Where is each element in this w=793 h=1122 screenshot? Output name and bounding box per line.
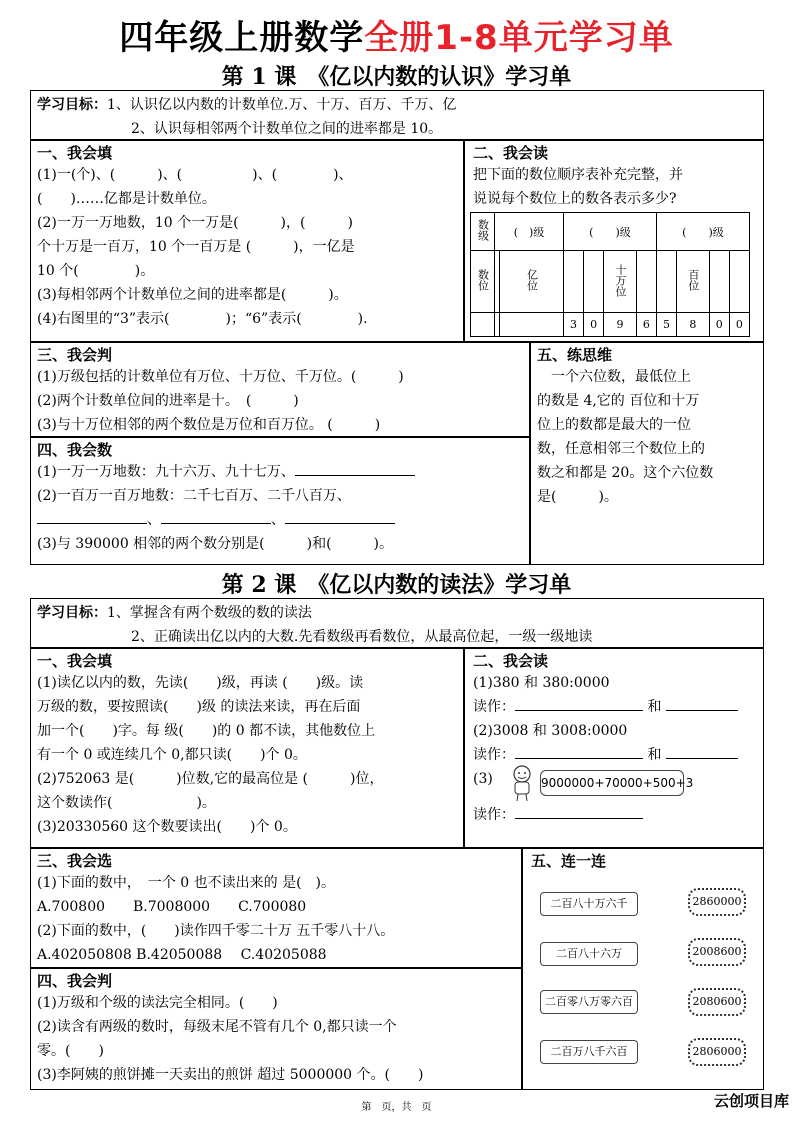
table-row-head: 数级 xyxy=(476,219,490,241)
position-cell[interactable] xyxy=(709,251,729,313)
text-line: 把下面的数位顺序表补充完整，并 xyxy=(473,167,683,183)
digit-cell: 0 xyxy=(584,313,604,337)
text-line: (2)一万一万地数，10 个一万是( )，( ) xyxy=(37,215,353,231)
lesson2-section-judge xyxy=(30,968,522,1090)
connect-left-item[interactable]: 二百八十万六千 xyxy=(540,892,638,916)
text-line: (1)读亿以内的数，先读( )级，再读 ( )级。读 xyxy=(37,675,364,691)
text-line: (4)右图里的“3”表示( )；“6”表示( ). xyxy=(37,311,368,327)
text-line: 说说每个数位上的数各表示多少? xyxy=(473,191,677,207)
position-cell[interactable] xyxy=(563,251,583,313)
answer-blank[interactable] xyxy=(515,743,643,759)
text-line: 是( )。 xyxy=(537,489,618,505)
section-title: 一、我会填 xyxy=(37,144,113,162)
answer-blank[interactable] xyxy=(295,460,415,476)
lesson2-section-choose xyxy=(30,848,522,968)
answer-blank[interactable] xyxy=(666,695,738,711)
section-title: 二、我会读 xyxy=(473,652,549,670)
text-line: (3)20330560 这个数要读出( )个 0。 xyxy=(37,819,297,835)
lesson1-heading: 第 1 课 《亿以内数的认识》学习单 xyxy=(221,64,572,90)
connect-right-item[interactable]: 2860000 xyxy=(688,888,746,916)
text-line: 10 个( )。 xyxy=(37,263,155,279)
digit-cell: 3 xyxy=(563,313,583,337)
section-title: 五、练思维 xyxy=(537,346,613,364)
and-label: 和 xyxy=(647,699,662,715)
text-line: (2)两个计数单位间的进率是十。 ( ) xyxy=(37,393,299,409)
digit-cell: 6 xyxy=(636,313,656,337)
position-cell[interactable] xyxy=(636,251,656,313)
text-line: 万级的数，要按照读( )级 的读法来读，再在后面 xyxy=(37,699,361,715)
lesson2-goal-box xyxy=(30,598,764,648)
lesson2-section-fill xyxy=(30,648,464,848)
lesson1-section-count xyxy=(30,437,530,565)
text-line: 位上的数都是最大的一位 xyxy=(537,417,691,433)
text-line: 加一个( )字。每 级( )的 0 都不读，其他数位上 xyxy=(37,723,376,739)
position-cell[interactable] xyxy=(656,251,676,313)
text-line: (2)一百万一百万地数：二千七百万、二千八百万、 xyxy=(37,488,351,504)
text-line: (3)与十万位相邻的两个数位是万位和百万位。 ( ) xyxy=(37,417,381,433)
lesson1-goal-label: 学习目标： xyxy=(37,97,107,113)
lesson2-heading: 第 2 课 《亿以内数的读法》学习单 xyxy=(221,572,572,598)
connect-right-item[interactable]: 2080600 xyxy=(688,988,746,1016)
text-line: (2)3008 和 3008:0000 xyxy=(473,723,628,739)
page-title xyxy=(0,10,793,59)
title-highlight: 全册1-8单元学习单 xyxy=(364,18,674,58)
separator: 、 xyxy=(271,512,285,528)
text-line: 的数是 4,它的 百位和十万 xyxy=(537,393,700,409)
lesson1-section-judge xyxy=(30,342,530,437)
text-line: (1)万级包括的计数单位有万位、十万位、千万位。( ) xyxy=(37,369,404,385)
lesson2-section-read xyxy=(464,648,764,848)
answer-blank[interactable] xyxy=(515,695,643,711)
digit-cell xyxy=(499,313,563,337)
text-line: (1)一(个)、( )、( )、( )、 xyxy=(37,167,353,183)
connect-left-item[interactable]: 二百八十六万 xyxy=(540,942,638,966)
text-line: 个十万是一百万，10 个一百万是 ( )，一亿是 xyxy=(37,239,355,255)
text-line: A.402050808 B.42050088 C.40205088 xyxy=(37,947,327,963)
expression-bubble: 9000000+70000+500+3 xyxy=(540,770,684,796)
position-cell[interactable]: 十万位 xyxy=(604,251,637,313)
section-title: 四、我会判 xyxy=(37,972,113,990)
digit-cell: 0 xyxy=(709,313,729,337)
digit-cell: 8 xyxy=(677,313,710,337)
position-cell[interactable]: 百位 xyxy=(677,251,710,313)
section-title: 三、我会判 xyxy=(37,346,113,364)
text-line: (1)下面的数中， 一个 0 也不读出来的 是( )。 xyxy=(37,875,336,891)
answer-blank[interactable] xyxy=(515,803,643,819)
section-title: 四、我会数 xyxy=(37,441,113,459)
section-title: 一、我会填 xyxy=(37,652,113,670)
text-line: 一个六位数，最低位上 xyxy=(537,369,691,385)
lesson1-goal-box xyxy=(30,90,764,140)
level-cell[interactable]: ( )级 xyxy=(656,213,749,251)
read-label: 读作： xyxy=(473,699,515,715)
text-line: A.700800 B.7008000 C.700080 xyxy=(37,899,307,915)
level-cell[interactable]: ( )级 xyxy=(563,213,656,251)
text-line: (2)读含有两级的数时，每级末尾不管有几个 0,都只读一个 xyxy=(37,1019,397,1035)
position-cell[interactable] xyxy=(729,251,749,313)
section-title: 五、连一连 xyxy=(531,852,607,870)
kid-figure-icon xyxy=(508,764,536,802)
text-line: 数，任意相邻三个数位上的 xyxy=(537,441,705,457)
text-line: 数之和都是 20。这个六位数 xyxy=(537,465,714,481)
digit-cell: 9 xyxy=(604,313,637,337)
section-title: 三、我会选 xyxy=(37,852,113,870)
position-cell[interactable] xyxy=(584,251,604,313)
text-line: (2)752063 是( )位数,它的最高位是 ( )位， xyxy=(37,771,384,787)
text-line: (1)380 和 380:0000 xyxy=(473,675,610,691)
text-line: 有一个 0 或连续几个 0,都只读( )个 0。 xyxy=(37,747,307,763)
read-label: 读作： xyxy=(473,807,515,823)
and-label: 和 xyxy=(647,747,662,763)
answer-blank[interactable] xyxy=(285,508,395,524)
connect-right-item[interactable]: 2008600 xyxy=(688,938,746,966)
lesson1-section-think xyxy=(530,342,764,565)
text-line: (3)每相邻两个计数单位之间的进率都是( )。 xyxy=(37,287,348,303)
text-line: (1)一万一万地数：九十六万、九十七万、 xyxy=(37,464,295,480)
lesson2-goal-1: 1、掌握含有两个数级的数的读法 xyxy=(107,605,312,621)
lesson2-goal-label: 学习目标： xyxy=(37,605,107,621)
connect-left-item[interactable]: 二百零八万零六百 xyxy=(540,990,638,1014)
lesson1-section-fill xyxy=(30,140,464,342)
connect-left-item[interactable]: 二百万八千六百 xyxy=(540,1040,638,1064)
text-line: 这个数读作( )。 xyxy=(37,795,216,811)
place-value-table xyxy=(470,212,750,337)
text-line: (3) xyxy=(473,771,493,787)
answer-blank[interactable] xyxy=(666,743,738,759)
brand-watermark: 云创项目库 xyxy=(713,1092,789,1110)
text-line: ( )……亿都是计数单位。 xyxy=(37,191,216,207)
lesson1-goal-2: 2、认识每相邻两个计数单位之间的进率都是 10。 xyxy=(131,121,443,137)
digit-cell: 0 xyxy=(729,313,749,337)
answer-blank[interactable] xyxy=(161,508,271,524)
position-cell[interactable]: 亿位 xyxy=(499,251,563,313)
page-footer: 第 页，共 页 xyxy=(361,1102,432,1113)
answer-blank[interactable] xyxy=(37,508,147,524)
digit-cell: 5 xyxy=(656,313,676,337)
title-main: 四年级上册数学 xyxy=(119,18,365,58)
read-label: 读作： xyxy=(473,747,515,763)
text-line: (2)下面的数中，( )读作四千零二十万 五千零八十八。 xyxy=(37,923,395,939)
text-line: (3)与 390000 相邻的两个数分别是( )和( )。 xyxy=(37,536,394,552)
lesson2-goal-2: 2、正确读出亿以内的大数.先看数级再看数位，从最高位起，一级一级地读 xyxy=(131,629,593,645)
text-line: 零。( ) xyxy=(37,1043,104,1059)
level-cell[interactable]: ( )级 xyxy=(495,213,564,251)
table-row-head: 数位 xyxy=(476,269,490,291)
text-line: (1)万级和个级的读法完全相同。( ) xyxy=(37,995,278,1011)
text-line: (3)李阿姨的煎饼摊一天卖出的煎饼 超过 5000000 个。( ) xyxy=(37,1067,424,1083)
lesson1-goal-1: 1、认识亿以内数的计数单位.万、十万、百万、千万、亿 xyxy=(107,97,457,113)
separator: 、 xyxy=(147,512,161,528)
connect-right-item[interactable]: 2806000 xyxy=(688,1038,746,1066)
section-title: 二、我会读 xyxy=(473,144,549,162)
